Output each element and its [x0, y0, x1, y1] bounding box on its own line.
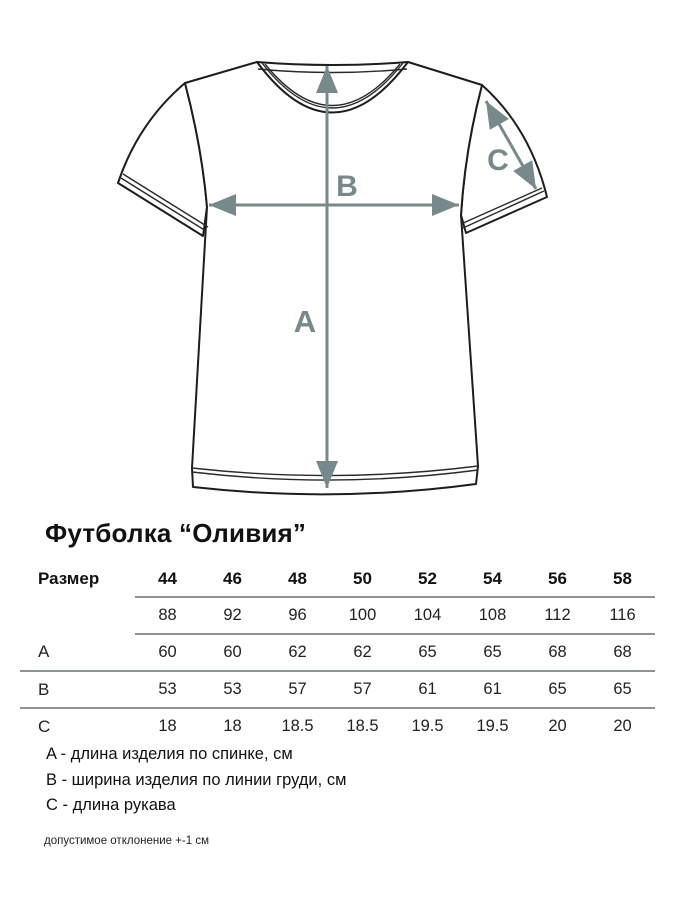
size-cell: 68	[590, 634, 655, 671]
body-outline	[185, 62, 482, 494]
size-cell: 53	[135, 671, 200, 708]
size-table-corner-label: Размер	[38, 569, 100, 588]
size-col-header: 48	[265, 561, 330, 597]
size-cell: 60	[200, 634, 265, 671]
size-cell: 61	[395, 671, 460, 708]
size-cell: 108	[460, 597, 525, 634]
size-cell: 57	[330, 671, 395, 708]
legend-item: C - длина рукава	[46, 796, 176, 814]
row-label: C	[38, 716, 51, 736]
size-cell: 20	[613, 717, 632, 735]
size-col-header: 56	[525, 561, 590, 597]
size-cell: 60	[135, 634, 200, 671]
size-cell: 62	[265, 634, 330, 671]
size-cell: 100	[330, 597, 395, 634]
size-cell: 104	[395, 597, 460, 634]
size-cell: 61	[460, 671, 525, 708]
size-col-header: 54	[460, 561, 525, 597]
size-cell: 62	[330, 634, 395, 671]
size-cell: 88	[135, 597, 200, 634]
size-col-header: 44	[135, 561, 200, 597]
legend	[46, 742, 346, 819]
row-label	[20, 597, 135, 634]
size-cell: 18	[223, 717, 242, 735]
size-table	[20, 561, 655, 744]
size-cell: 19.5	[411, 717, 444, 735]
size-cell: 18.5	[281, 717, 314, 735]
size-cell: 112	[525, 597, 590, 634]
size-col-header: 50	[330, 561, 395, 597]
measure-label-a: A	[293, 304, 317, 339]
measure-label-c: C	[487, 144, 509, 177]
legend-item: A - длина изделия по спинке, см	[46, 745, 293, 763]
size-cell: 65	[525, 671, 590, 708]
size-cell: 68	[525, 634, 590, 671]
size-col-header: 46	[200, 561, 265, 597]
size-cell: 53	[200, 671, 265, 708]
size-cell: 20	[548, 717, 567, 735]
size-cell: 92	[200, 597, 265, 634]
size-cell: 116	[590, 597, 655, 634]
legend-item: B - ширина изделия по линии груди, см	[46, 770, 347, 789]
measure-label-b: B	[336, 170, 358, 203]
size-cell: 65	[590, 671, 655, 708]
size-col-header: 52	[395, 561, 460, 597]
product-title: Футболка “Оливия”	[45, 518, 307, 548]
row-label: B	[20, 671, 135, 708]
size-cell: 65	[460, 634, 525, 671]
size-col-header: 58	[590, 561, 655, 597]
size-cell: 96	[265, 597, 330, 634]
size-cell: 65	[395, 634, 460, 671]
size-cell: 57	[265, 671, 330, 708]
size-cell: 18.5	[346, 717, 379, 735]
row-label: A	[20, 634, 135, 671]
tolerance-note: допустимое отклонение +-1 см	[44, 835, 209, 847]
size-cell: 18	[158, 717, 177, 735]
size-cell: 19.5	[476, 717, 509, 735]
